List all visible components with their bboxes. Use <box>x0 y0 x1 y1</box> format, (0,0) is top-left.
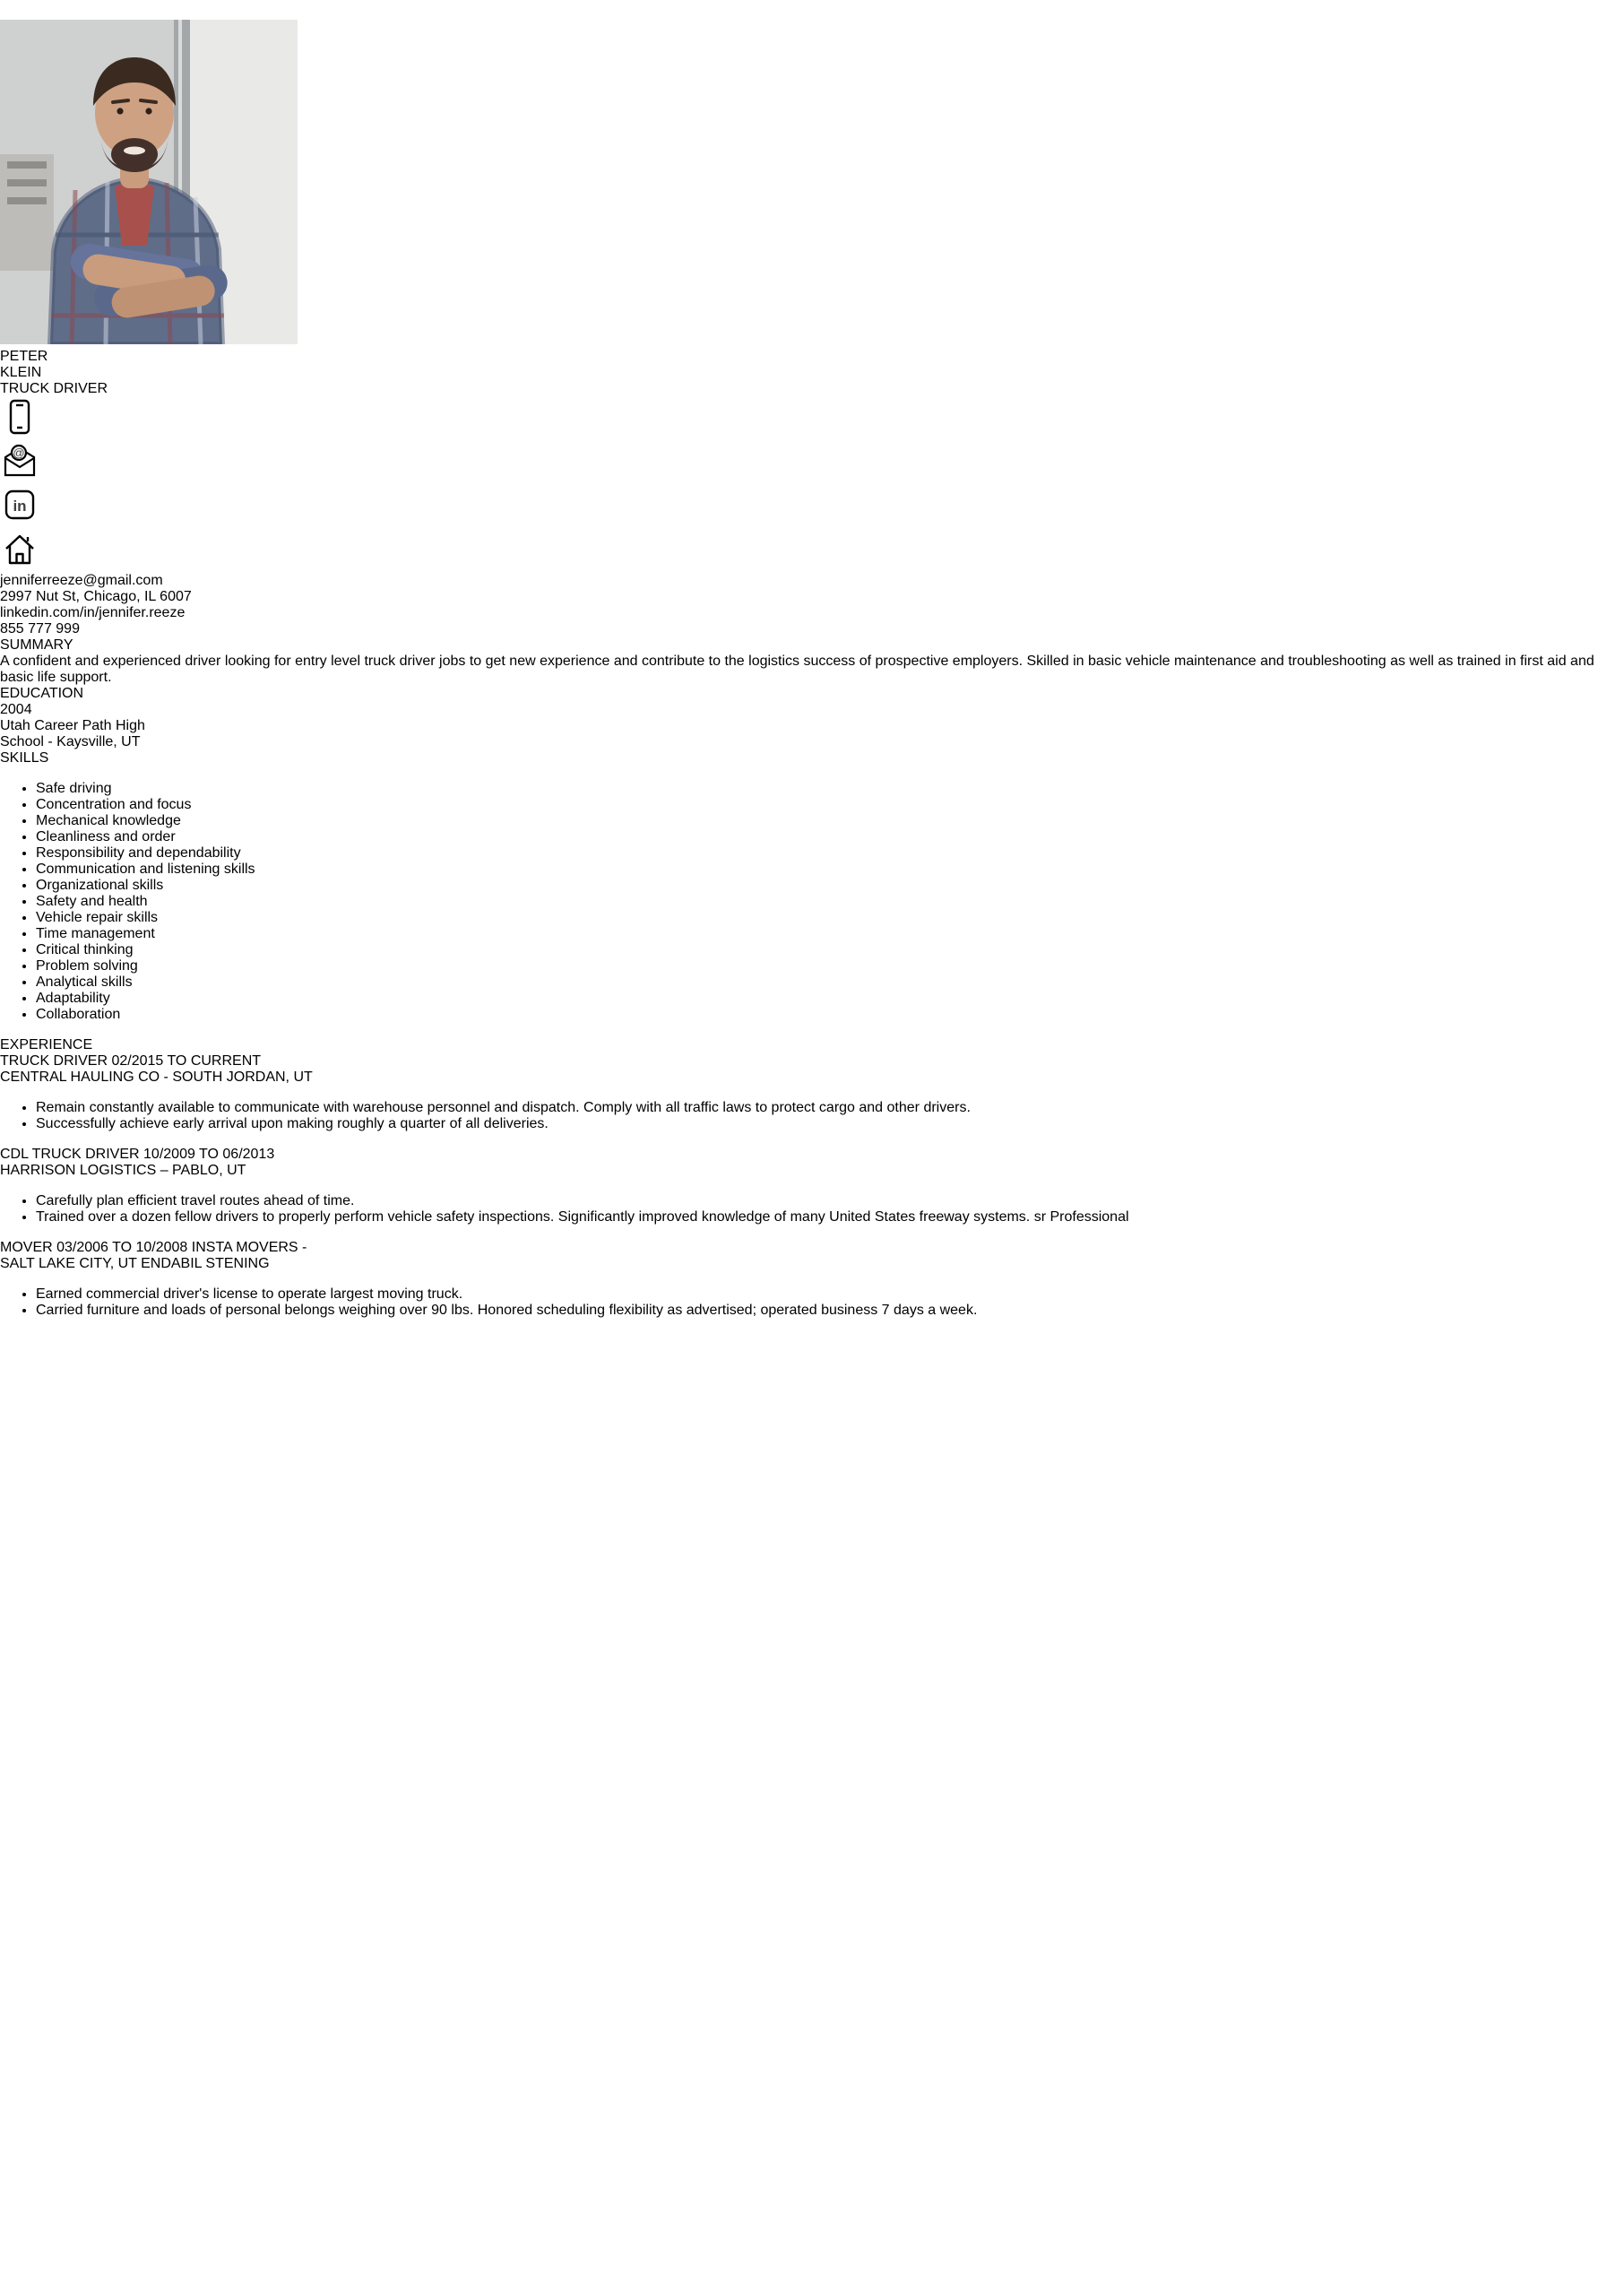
job-2-title <box>0 1147 1624 1179</box>
contact-address: 2997 Nut St, Chicago, IL 6007 <box>0 589 192 604</box>
svg-text:@: @ <box>13 446 25 460</box>
education-school-line: School - Kaysville, UT <box>0 734 141 749</box>
job-bullet: • Remain constantly available to communicate with warehouse personnel and dispatch. Comply with all traffic laws to protect cargo and other drivers. <box>36 1100 1624 1116</box>
linkedin-icon <box>0 485 1624 529</box>
job-bullet: • Earned commercial driver's license to operate largest moving truck. <box>36 1286 1624 1303</box>
job-2-bullets <box>0 1193 1624 1225</box>
job-1-title <box>0 1053 1624 1086</box>
job-2-title-line: HARRISON LOGISTICS – PABLO, UT <box>0 1163 246 1178</box>
job-1-title-line: TRUCK DRIVER 02/2015 TO CURRENT <box>0 1053 262 1069</box>
skill-item: • Critical thinking <box>36 942 1624 958</box>
skill-item: • Safe driving <box>36 781 1624 797</box>
contact-email: jenniferreeze@gmail.com <box>0 573 163 588</box>
job-2-title-line: CDL TRUCK DRIVER 10/2009 TO 06/2013 <box>0 1147 275 1162</box>
job-title: TRUCK DRIVER <box>0 381 108 396</box>
background-road-speck <box>0 0 27 11</box>
job-3-bullets <box>0 1286 1624 1319</box>
contact-phone: 855 777 999 <box>0 621 80 637</box>
resume-card <box>0 20 1624 1319</box>
education-year: 2004 <box>0 702 32 717</box>
skill-item: • Responsibility and dependability <box>36 845 1624 862</box>
job-bullet: • Successfully achieve early arrival upon making roughly a quarter of all deliveries. <box>36 1116 1624 1132</box>
education-heading: EDUCATION <box>0 686 84 701</box>
skill-item: • Problem solving <box>36 958 1624 974</box>
smartphone-icon <box>0 397 1624 441</box>
person-name <box>0 349 1624 381</box>
skill-item: • Mechanical knowledge <box>36 813 1624 829</box>
job-bullet: • Carried furniture and loads of personal belongs weighing over 90 lbs. Honored scheduling flexibility as advertised; operated business 7 days a week. <box>36 1303 1624 1319</box>
skill-item: • Safety and health <box>36 894 1624 910</box>
svg-text:in: in <box>13 498 27 515</box>
background-road-speck <box>0 11 20 20</box>
education-school-line: Utah Career Path High <box>0 718 145 733</box>
home-icon <box>0 529 1624 573</box>
job-1-bullets <box>0 1100 1624 1132</box>
contact-panel <box>0 573 1624 637</box>
skill-item: • Cleanliness and order <box>36 829 1624 845</box>
summary-text: A confident and experienced driver looking for entry level truck driver jobs to get new experience and contribute to the logistics success of prospective employers. Skilled in basic vehicle maintenance and troubleshooting as well as trained in first aid and basic life support. <box>0 654 1594 685</box>
job-1-title-line: CENTRAL HAULING CO - SOUTH JORDAN, UT <box>0 1070 313 1085</box>
job-bullet: • Carefully plan efficient travel routes ahead of time. <box>36 1193 1624 1209</box>
profile-photo <box>0 20 1624 349</box>
skill-item: • Analytical skills <box>36 974 1624 991</box>
skills-heading: SKILLS <box>0 750 49 766</box>
job-bullet: • Trained over a dozen fellow drivers to properly perform vehicle safety inspections. Significantly improved knowledge of many United States freeway systems. sr Professional <box>36 1209 1624 1225</box>
experience-heading: EXPERIENCE <box>0 1037 93 1052</box>
skill-item: • Communication and listening skills <box>36 862 1624 878</box>
job-3-title <box>0 1240 1624 1272</box>
education-school <box>0 718 1624 750</box>
profile-photo-illustration <box>0 20 298 344</box>
person-last-name: KLEIN <box>0 365 42 380</box>
contact-linkedin: linkedin.com/in/jennifer.reeze <box>0 605 186 620</box>
person-first-name: PETER <box>0 349 48 364</box>
job-title-row <box>0 381 1624 397</box>
skill-item: • Collaboration <box>36 1007 1624 1023</box>
skills-list <box>0 781 1624 1023</box>
envelope-at-icon <box>0 441 1624 485</box>
skill-item: • Organizational skills <box>36 878 1624 894</box>
skill-item: • Concentration and focus <box>36 797 1624 813</box>
skill-item: • Adaptability <box>36 991 1624 1007</box>
skill-item: • Time management <box>36 926 1624 942</box>
skill-item: • Vehicle repair skills <box>36 910 1624 926</box>
job-3-title-line: MOVER 03/2006 TO 10/2008 INSTA MOVERS - <box>0 1240 307 1255</box>
job-3-title-line: SALT LAKE CITY, UT ENDABIL STENING <box>0 1256 270 1271</box>
summary-heading: SUMMARY <box>0 637 73 653</box>
